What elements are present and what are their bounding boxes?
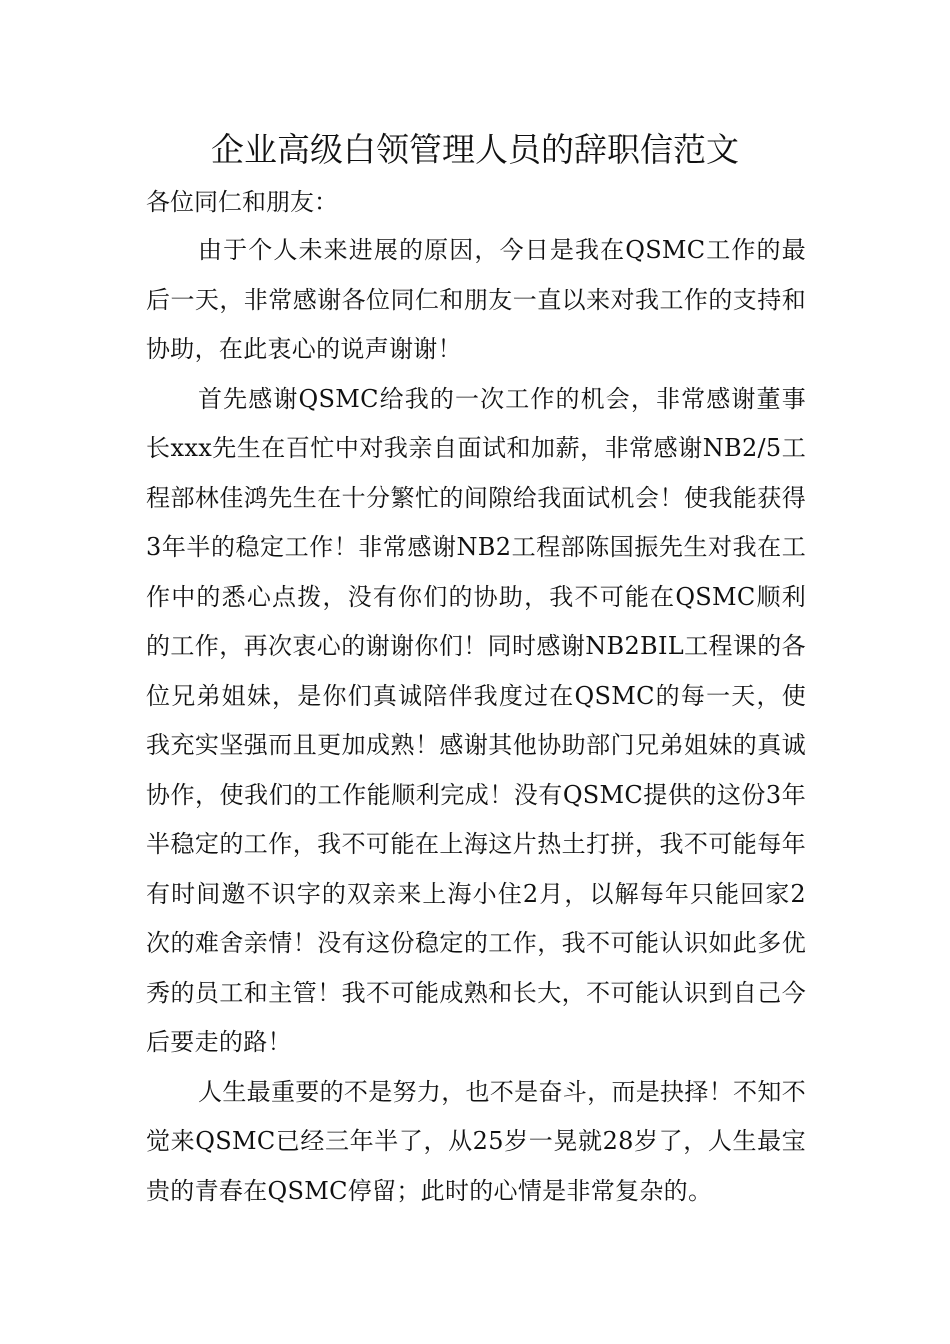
document-title: 企业高级白领管理人员的辞职信范文 bbox=[211, 130, 739, 169]
paragraph-1: 由于个人未来进展的原因，今日是我在QSMC工作的最后一天，非常感谢各位同仁和朋友一直以来对我工作的支持和协助，在此衷心的说声谢谢！ bbox=[146, 236, 806, 363]
paragraph-2: 首先感谢QSMC给我的一次工作的机会，非常感谢董事长xxx先生在百忙中对我亲自面试和加薪，非常感谢NB2/5工程部林佳鸿先生在十分繁忙的间隙给我面试机会！使我能获得3年半的稳定工作！非常感谢NB2工程部陈国振先生对我在工作中的悉心点拨，没有你们的协助，我不可能在QSMC顺利的工作，再次衷心的谢谢你们！同时感谢NB2BIL工程课的各位兄弟姐妹，是你们真诚陪伴我度过在QSMC的每一天，使我充实坚强而且更加成熟！感谢其他协助部门兄弟姐妹的真诚协作，使我们的工作能顺利完成！没有QSMC提供的这份3年半稳定的工作，我不可能在上海这片热土打拼，我不可能每年有时间邀不识字的双亲来上海小住2月，以解每年只能回家2次的难舍亲情！没有这份稳定的工作，我不可能认识如此多优秀的员工和主管！我不可能成熟和长大，不可能认识到自己今后要走的路！ bbox=[146, 384, 806, 1056]
salutation: 各位同仁和朋友： bbox=[146, 188, 338, 216]
letter-body bbox=[146, 226, 806, 1216]
paragraph-3: 人生最重要的不是努力，也不是奋斗，而是抉择！不知不觉来QSMC已经三年半了，从25岁一晃就28岁了，人生最宝贵的青春在QSMC停留；此时的心情是非常复杂的。 bbox=[146, 1077, 806, 1205]
